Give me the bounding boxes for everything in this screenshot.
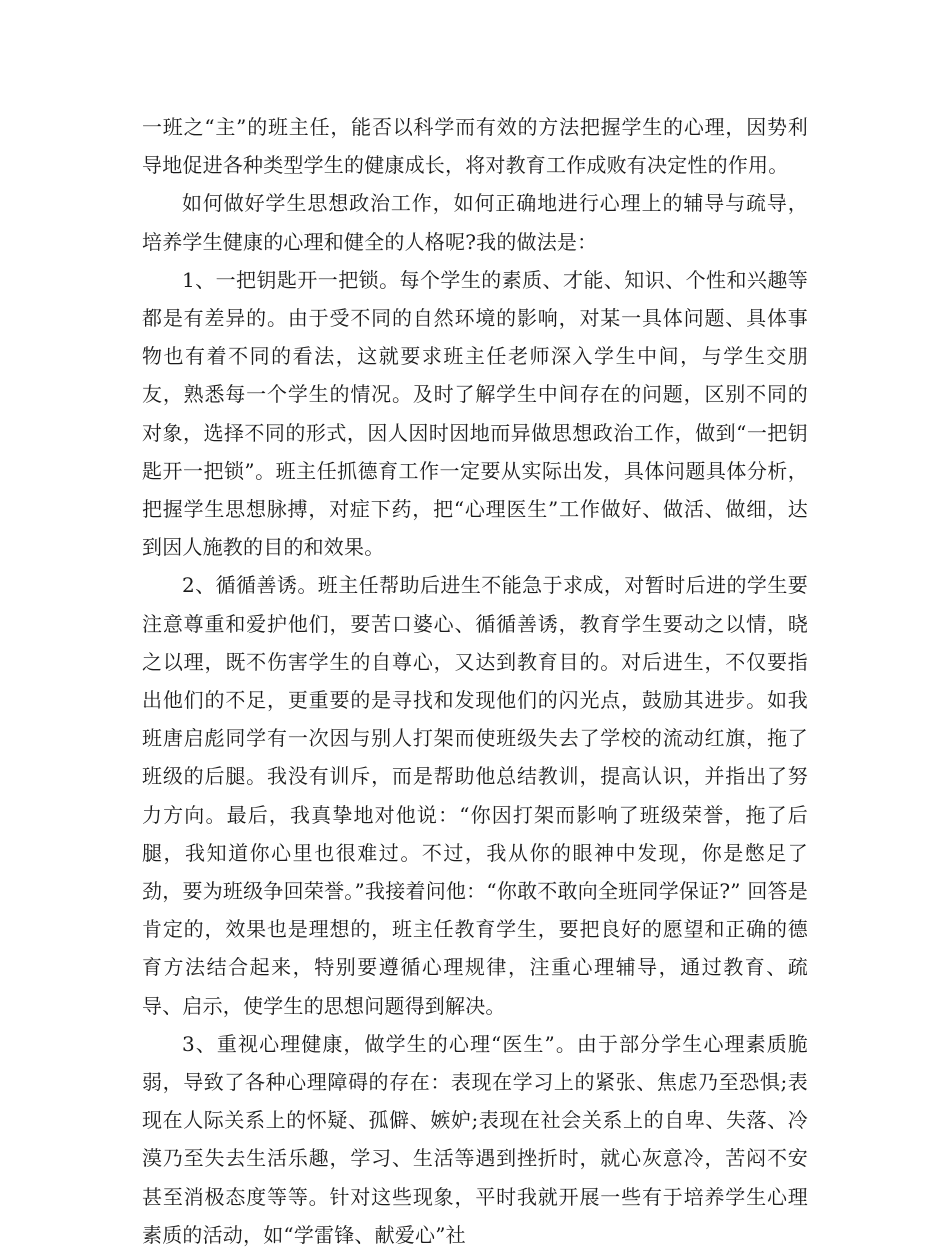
paragraph-point-1: 1、一把钥匙开一把锁。每个学生的素质、才能、知识、个性和兴趣等都是有差异的。由于受不同的自然环境的影响，对某一具体问题、具体事物也有着不同的看法，这就要求班主任老师深入学生中间，与学生交朋友，熟悉每一个学生的情况。及时了解学生中间存在的问题，区别不同的对象，选择不同的形式，因人因时因地而异做思想政治工作，做到“一把钥匙开一把锁”。班主任抓德育工作一定要从实际出发，具体问题具体分析，把握学生思想脉搏，对症下药，把“心理医生”工作做好、做活、做细，达到因人施教的目的和效果。 (142, 267, 808, 560)
paragraph-question: 如何做好学生思想政治工作，如何正确地进行心理上的辅导与疏导，培养学生健康的心理和健全的人格呢?我的做法是： (142, 191, 808, 254)
document-body (142, 108, 808, 1254)
paragraph-point-3: 3、重视心理健康，做学生的心理“医生”。由于部分学生心理素质脆弱，导致了各种心理障碍的存在：表现在学习上的紧张、焦虑乃至恐惧;表现在人际关系上的怀疑、孤僻、嫉妒;表现在社会关系上的自卑、失落、冷漠乃至失去生活乐趣，学习、生活等遇到挫折时，就心灰意冷，苦闷不安甚至消极态度等等。针对这些现象，平时我就开展一些有于培养学生心理素质的活动，如“学雷锋、献爱心”社 (142, 1031, 808, 1247)
paragraph-point-2: 2、循循善诱。班主任帮助后进生不能急于求成，对暂时后进的学生要注意尊重和爱护他们，要苦口婆心、循循善诱，教育学生要动之以情，晓之以理，既不伤害学生的自尊心，又达到教育目的。对后进生，不仅要指出他们的不足，更重要的是寻找和发现他们的闪光点，鼓励其进步。如我班唐启彪同学有一次因与别人打架而使班级失去了学校的流动红旗，拖了班级的后腿。我没有训斥，而是帮助他总结教训，提高认识，并指出了努力方向。最后，我真挚地对他说：“你因打架而影响了班级荣誉，拖了后腿，我知道你心里也很难过。不过，我从你的眼神中发现，你是憋足了劲，要为班级争回荣誉。”我接着问他：“你敢不敢向全班同学保证?” 回答是肯定的，效果也是理想的，班主任教育学生，要把良好的愿望和正确的德育方法结合起来，特别要遵循心理规律，注重心理辅导，通过教育、疏导、启示，使学生的思想问题得到解决。 (142, 573, 808, 1018)
paragraph-intro-continued: 一班之“主”的班主任，能否以科学而有效的方法把握学生的心理，因势利导地促进各种类型学生的健康成长，将对教育工作成败有决定性的作用。 (142, 115, 808, 178)
